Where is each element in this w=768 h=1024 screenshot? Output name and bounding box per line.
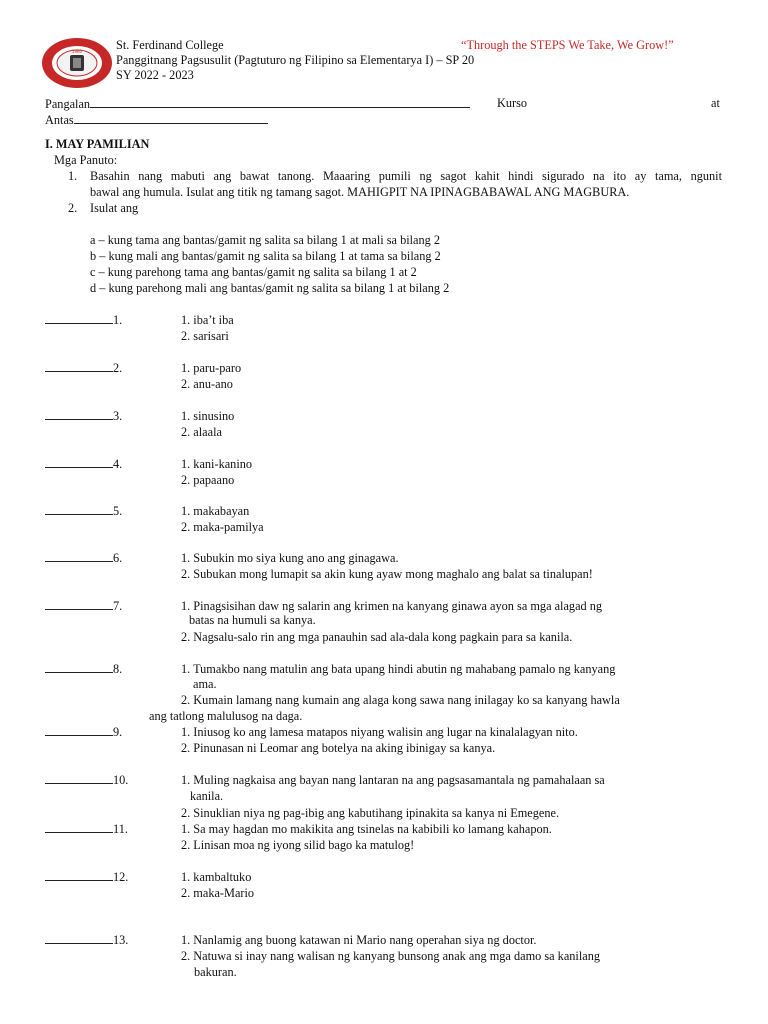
name-blank[interactable] bbox=[90, 96, 470, 108]
item-6-option-2: 2. Subukan mong lumapit sa akin kung ayaw mong maghalo ang balat sa tinalupan! bbox=[181, 567, 593, 581]
instructions-heading: Mga Panuto: bbox=[54, 153, 118, 167]
item-13-option-2: 2. Natuwa si inay nang walisan ng kanyang bunsong anak ang mga damo sa kanilang bbox=[181, 949, 601, 963]
item-1-option-2: 2. sarisari bbox=[181, 329, 229, 343]
item-4-option-2: 2. papaano bbox=[181, 473, 235, 487]
item-2-option-1: 1. paru-paro bbox=[181, 361, 242, 375]
item-12-option-1: 1. kambaltuko bbox=[181, 870, 252, 884]
college-seal-logo bbox=[40, 36, 114, 90]
item-number: 6. bbox=[113, 551, 123, 565]
school-motto: “Through the STEPS We Take, We Grow!” bbox=[461, 38, 674, 52]
name-field[interactable] bbox=[45, 96, 470, 112]
item-5-option-1: 1. makabayan bbox=[181, 504, 250, 518]
instruction-2-number: 2. bbox=[68, 201, 78, 215]
answer-blank-13[interactable] bbox=[45, 933, 128, 948]
item-number: 13. bbox=[113, 933, 129, 947]
answer-blank-5[interactable] bbox=[45, 504, 122, 519]
item-number: 9. bbox=[113, 725, 123, 739]
item-5-option-2: 2. maka-pamilya bbox=[181, 520, 264, 534]
item-10-option-1: 1. Muling nagkaisa ang bayan nang lantaran na ang pagsasamantala ng pamahalaan sa bbox=[181, 773, 605, 787]
choice-c: c – kung parehong tama ang bantas/gamit ng salita sa bilang 1 at 2 bbox=[90, 265, 417, 279]
answer-blank-8[interactable] bbox=[45, 662, 122, 677]
item-number: 3. bbox=[113, 409, 123, 423]
item-1-option-1: 1. iba’t iba bbox=[181, 313, 234, 327]
item-13-option-1: 1. Nanlamig ang buong katawan ni Mario nang operahan siya ng doctor. bbox=[181, 933, 537, 947]
item-number: 2. bbox=[113, 361, 123, 375]
answer-blank-2[interactable] bbox=[45, 361, 122, 376]
item-8-option-2: 2. Kumain lamang nang kumain ang alaga kong sawa nang inilagay ko sa kanyang hawla bbox=[181, 693, 620, 707]
item-3-option-2: 2. alaala bbox=[181, 425, 222, 439]
instruction-1-line-2: bawal ang humula. Isulat ang titik ng tamang sagot. MAHIGPIT NA IPINAGBABAWAL ANG MAGBURA. bbox=[90, 185, 630, 199]
instruction-1-number: 1. bbox=[68, 169, 78, 183]
item-number: 5. bbox=[113, 504, 123, 518]
at-label: at bbox=[711, 96, 720, 110]
instruction-1-line-1: Basahin nang mabuti ang bawat tanong. Maaaring pumili ng sagot kahit hindi sigurado na ito ay tama, ngunit bbox=[90, 169, 722, 183]
answer-blank-4[interactable] bbox=[45, 457, 122, 472]
answer-blank-3[interactable] bbox=[45, 409, 122, 424]
item-13-option-2-cont: bakuran. bbox=[194, 965, 237, 979]
level-field[interactable] bbox=[45, 112, 268, 128]
item-number: 8. bbox=[113, 662, 123, 676]
answer-blank-6[interactable] bbox=[45, 551, 122, 566]
item-7-option-1-cont: batas na humuli sa kanya. bbox=[189, 613, 316, 627]
choice-d: d – kung parehong mali ang bantas/gamit ng salita sa bilang 1 at bilang 2 bbox=[90, 281, 450, 295]
item-8-option-1-cont: ama. bbox=[193, 677, 217, 691]
choice-b: b – kung mali ang bantas/gamit ng salita sa bilang 1 at tama sa bilang 2 bbox=[90, 249, 441, 263]
school-year: SY 2022 - 2023 bbox=[116, 68, 194, 82]
item-7-option-2: 2. Nagsalu-salo rin ang mga panauhin sad ala-dala kong pagkain para sa kanila. bbox=[181, 630, 573, 644]
item-6-option-1: 1. Subukin mo siya kung ano ang ginagawa. bbox=[181, 551, 399, 565]
answer-blank-12[interactable] bbox=[45, 870, 128, 885]
level-blank[interactable] bbox=[74, 112, 268, 124]
item-number: 11. bbox=[113, 822, 128, 836]
item-11-option-1: 1. Sa may hagdan mo makikita ang tsinelas na kabibili ko lamang kahapon. bbox=[181, 822, 552, 836]
item-9-option-2: 2. Pinunasan ni Leomar ang botelya na aking ibinigay sa kanya. bbox=[181, 741, 496, 755]
answer-blank-9[interactable] bbox=[45, 725, 122, 740]
course-label: Kurso bbox=[497, 96, 528, 110]
logo-year: 1960 bbox=[71, 49, 83, 54]
section-title: I. MAY PAMILIAN bbox=[45, 137, 150, 151]
item-2-option-2: 2. anu-ano bbox=[181, 377, 233, 391]
exam-title: Panggitnang Pagsusulit (Pagtuturo ng Filipino sa Elementarya I) – SP 20 bbox=[116, 53, 475, 67]
item-number: 7. bbox=[113, 599, 123, 613]
item-10-option-2: 2. Sinuklian niya ng pag-ibig ang kabutihang ipinakita sa kanya ni Emegene. bbox=[181, 806, 560, 820]
choice-a: a – kung tama ang bantas/gamit ng salita sa bilang 1 at mali sa bilang 2 bbox=[90, 233, 441, 247]
name-label: Pangalan bbox=[45, 97, 91, 111]
item-11-option-2: 2. Linisan moa ng iyong silid bago ka matulog! bbox=[181, 838, 415, 852]
answer-blank-7[interactable] bbox=[45, 599, 122, 614]
item-number: 12. bbox=[113, 870, 129, 884]
item-number: 1. bbox=[113, 313, 123, 327]
answer-blank-10[interactable] bbox=[45, 773, 128, 788]
school-name: St. Ferdinand College bbox=[116, 38, 224, 52]
item-12-option-2: 2. maka-Mario bbox=[181, 886, 255, 900]
item-3-option-1: 1. sinusino bbox=[181, 409, 235, 423]
instruction-2: Isulat ang bbox=[90, 201, 139, 215]
item-9-option-1: 1. Iniusog ko ang lamesa matapos niyang walisin ang lugar na kinalalagyan nito. bbox=[181, 725, 578, 739]
answer-blank-11[interactable] bbox=[45, 822, 128, 837]
item-10-option-1-cont: kanila. bbox=[190, 789, 224, 803]
item-4-option-1: 1. kani-kanino bbox=[181, 457, 253, 471]
item-8-option-1: 1. Tumakbo nang matulin ang bata upang hindi abutin ng mahabang pamalo ng kanyang bbox=[181, 662, 616, 676]
item-7-option-1: 1. Pinagsisihan daw ng salarin ang krimen na kanyang ginawa ayon sa mga alagad ng bbox=[181, 599, 603, 613]
item-number: 4. bbox=[113, 457, 123, 471]
level-label: Antas bbox=[45, 113, 74, 127]
item-8-option-2-cont: ang tatlong malulusog na daga. bbox=[149, 709, 303, 723]
answer-blank-1[interactable] bbox=[45, 313, 122, 328]
item-number: 10. bbox=[113, 773, 129, 787]
